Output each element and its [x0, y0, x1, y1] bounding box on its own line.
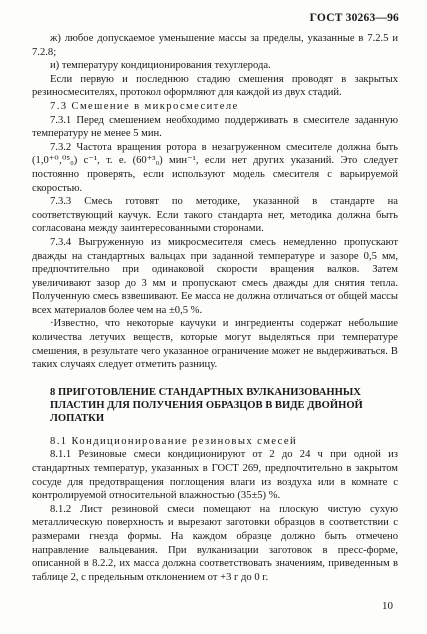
subsection-title-8-1: 8.1 Кондиционирование резиновых смесей	[50, 435, 298, 447]
page-number: 10	[382, 600, 393, 612]
paragraph-8-1-1: 8.1.1 Резиновые смеси кондиционируют от 2 до 24 ч при одной из стандартных температур, указанных в ГОСТ 269, предпочтительно в закрытом сосуде для предотвращения поглощения влаги из воздуха или в комнате с контролируемой относительной влажностью (35±5) %.	[32, 449, 398, 502]
paragraph-7-3-2: 7.3.2 Частота вращения ротора в незагруженном смесителе должна быть (1,0⁺⁰‚⁰⁵₀) с⁻¹, т. е. (60⁺³₀) мин⁻¹, если нет других указаний. Это следует постоянно проверять, если используют модель смесителя с варьируемой скоростью.	[32, 141, 398, 194]
paragraph-item-i: и) температуру кондиционирования техуглерода.	[50, 60, 271, 72]
document-code: ГОСТ 30263—96	[309, 12, 399, 24]
paragraph-item-zh: ж) любое допускаемое уменьшение массы за пределы, указанные в 7.2.5 и 7.2.8;	[32, 33, 398, 58]
paragraph-7-3-1: 7.3.1 Перед смешением необходимо поддерживать в смесителе заданную температуру не менее 5 мин.	[32, 114, 398, 140]
subsection-title-7-3: 7.3 Смешение в микросмесителе	[50, 100, 239, 112]
paragraph-7-3-4: 7.3.4 Выгруженную из микросмесителя смесь немедленно пропускают дважды на стандартных вальцах при заданной температуре и зазоре 0,5 мм, предпочтительно при одинаковой скорости вращения валков. Затем увеличивают зазор до 3 мм и пропускают смесь дважды для снятия тепла. Полученную смесь взвешивают. Ее масса не должна отличаться от общей массы всех материалов более чем на ±0,5 %.	[32, 236, 398, 316]
paragraph-7-3-3: 7.3.3 Смесь готовят по методике, указанной в стандарте на соответствующий каучук. Если такого стандарта нет, методика должна быть согласована между заинтересованными сторонами.	[32, 196, 398, 235]
paragraph-closed-mixers: Если первую и последнюю стадию смешения проводят в закрытых резиносмесителях, протокол оформляют для каждой из двух стадий.	[32, 73, 398, 99]
paragraph-8-1-2: 8.1.2 Лист резиновой смеси помещают на плоскую чистую сухую металлическую поверхность и вырезают заготовки образцов в соответствии с размерами гнезда формы. На каждом образце должно быть отмечено направление вальцевания. При вулканизации заготовок в пресс-форме, описанной в 8.2.2, их масса должна соответствовать значениям, приведенным в таблице 2, с предельным отклонением от +3 г до 0 г.	[32, 503, 398, 583]
document-body	[32, 32, 398, 584]
paragraph-note-volatiles: ·Известно, что некоторые каучуки и ингредиенты содержат небольшие количества летучих веществ, которые могут выделяться при температуре смешения, в результате чего указанное ограничение может не выдерживаться. В таких случаях следует отметить разницу.	[32, 318, 398, 371]
section-title-8: 8 ПРИГОТОВЛЕНИЕ СТАНДАРТНЫХ ВУЛКАНИЗОВАННЫХ ПЛАСТИН ДЛЯ ПОЛУЧЕНИЯ ОБРАЗЦОВ В ВИДЕ ДВОЙНОЙ ЛОПАТКИ	[50, 386, 363, 424]
